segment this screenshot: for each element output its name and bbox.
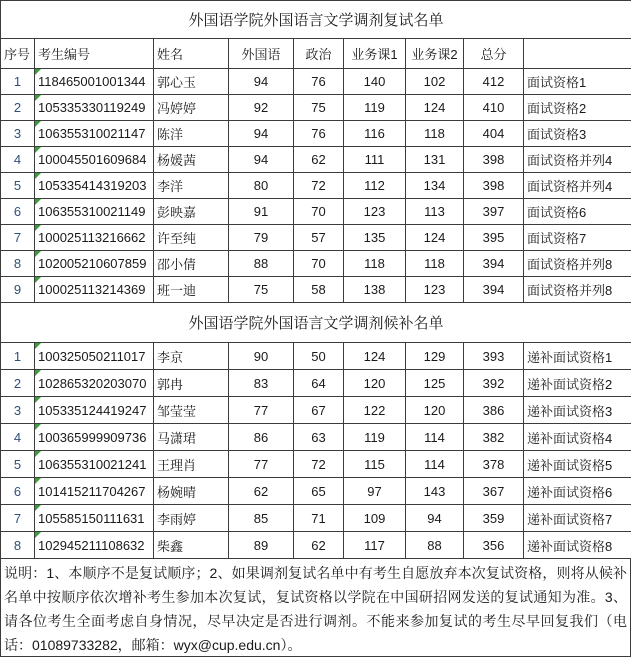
number-stored-as-text-indicator-icon — [35, 451, 41, 457]
table-row — [1, 451, 631, 478]
table-row — [1, 532, 631, 559]
cell-major-course2-score: 102 — [406, 69, 464, 95]
cell-major-course1-score: 116 — [344, 121, 406, 147]
cell-major-course2-score: 94 — [406, 505, 464, 532]
cell-major-course1-score: 140 — [344, 69, 406, 95]
cell-remark: 递补面试资格7 — [524, 505, 631, 532]
cell-remark: 面试资格6 — [524, 199, 631, 225]
cell-remark: 面试资格并列4 — [524, 173, 631, 199]
cell-foreign-language-score: 91 — [229, 199, 294, 225]
cell-politics-score: 67 — [294, 397, 344, 424]
cell-total-score: 393 — [464, 343, 524, 370]
cell-major-course1-score: 115 — [344, 451, 406, 478]
table-row — [1, 478, 631, 505]
cell-candidate-id: 106355310021241 — [35, 451, 154, 478]
cell-remark: 递补面试资格3 — [524, 397, 631, 424]
cell-remark: 面试资格并列8 — [524, 251, 631, 277]
cell-name: 班一迪 — [154, 277, 229, 303]
cell-foreign-language-score: 77 — [229, 451, 294, 478]
cell-total-score: 404 — [464, 121, 524, 147]
section2-title: 外国语学院外国语言文学调剂候补名单 — [1, 303, 631, 343]
cell-name: 郭冉 — [154, 370, 229, 397]
column-header-foreign-lang: 外国语 — [229, 39, 294, 69]
cell-candidate-id: 105585150111631 — [35, 505, 154, 532]
cell-candidate-id: 106355310021149 — [35, 199, 154, 225]
cell-foreign-language-score: 89 — [229, 532, 294, 559]
cell-foreign-language-score: 85 — [229, 505, 294, 532]
cell-major-course2-score: 124 — [406, 225, 464, 251]
table-row — [1, 424, 631, 451]
cell-politics-score: 63 — [294, 424, 344, 451]
cell-foreign-language-score: 94 — [229, 147, 294, 173]
cell-seq: 5 — [1, 173, 35, 199]
cell-foreign-language-score: 80 — [229, 173, 294, 199]
cell-politics-score: 62 — [294, 147, 344, 173]
cell-seq: 4 — [1, 147, 35, 173]
cell-major-course2-score: 131 — [406, 147, 464, 173]
cell-major-course1-score: 118 — [344, 251, 406, 277]
column-header-major-course1: 业务课1 — [344, 39, 406, 69]
cell-seq: 9 — [1, 277, 35, 303]
cell-major-course2-score: 88 — [406, 532, 464, 559]
cell-major-course1-score: 120 — [344, 370, 406, 397]
cell-foreign-language-score: 88 — [229, 251, 294, 277]
table-row — [1, 397, 631, 424]
column-header-name: 姓名 — [154, 39, 229, 69]
cell-candidate-id: 100325050211017 — [35, 343, 154, 370]
cell-candidate-id: 100045501609684 — [35, 147, 154, 173]
cell-seq: 2 — [1, 95, 35, 121]
cell-remark: 递补面试资格4 — [524, 424, 631, 451]
cell-total-score: 382 — [464, 424, 524, 451]
cell-candidate-id: 101415211704267 — [35, 478, 154, 505]
cell-total-score: 392 — [464, 370, 524, 397]
table-row — [1, 95, 631, 121]
cell-major-course1-score: 97 — [344, 478, 406, 505]
cell-politics-score: 76 — [294, 69, 344, 95]
table-row — [1, 121, 631, 147]
cell-remark: 递补面试资格6 — [524, 478, 631, 505]
cell-foreign-language-score: 62 — [229, 478, 294, 505]
cell-remark: 递补面试资格2 — [524, 370, 631, 397]
cell-name: 郭心玉 — [154, 69, 229, 95]
cell-candidate-id: 105335124419247 — [35, 397, 154, 424]
cell-candidate-id: 102945211108632 — [35, 532, 154, 559]
cell-foreign-language-score: 90 — [229, 343, 294, 370]
table-row — [1, 251, 631, 277]
cell-foreign-language-score: 77 — [229, 397, 294, 424]
cell-total-score: 394 — [464, 277, 524, 303]
cell-politics-score: 72 — [294, 173, 344, 199]
cell-major-course2-score: 125 — [406, 370, 464, 397]
cell-seq: 6 — [1, 199, 35, 225]
cell-total-score: 359 — [464, 505, 524, 532]
table-row — [1, 69, 631, 95]
cell-seq: 1 — [1, 69, 35, 95]
cell-remark: 面试资格2 — [524, 95, 631, 121]
cell-remark: 递补面试资格1 — [524, 343, 631, 370]
cell-remark: 面试资格1 — [524, 69, 631, 95]
cell-politics-score: 65 — [294, 478, 344, 505]
cell-major-course1-score: 123 — [344, 199, 406, 225]
column-header-candidate-id: 考生编号 — [35, 39, 154, 69]
cell-foreign-language-score: 75 — [229, 277, 294, 303]
number-stored-as-text-indicator-icon — [35, 370, 41, 376]
cell-seq: 5 — [1, 451, 35, 478]
cell-name: 杨媛茜 — [154, 147, 229, 173]
cell-major-course1-score: 138 — [344, 277, 406, 303]
cell-name: 冯婷婷 — [154, 95, 229, 121]
cell-name: 李雨婷 — [154, 505, 229, 532]
cell-major-course2-score: 114 — [406, 451, 464, 478]
cell-total-score: 398 — [464, 173, 524, 199]
cell-major-course1-score: 109 — [344, 505, 406, 532]
cell-politics-score: 71 — [294, 505, 344, 532]
cell-major-course2-score: 134 — [406, 173, 464, 199]
cell-seq: 8 — [1, 532, 35, 559]
cell-major-course2-score: 143 — [406, 478, 464, 505]
cell-name: 陈洋 — [154, 121, 229, 147]
cell-remark: 面试资格并列8 — [524, 277, 631, 303]
cell-major-course1-score: 124 — [344, 343, 406, 370]
cell-foreign-language-score: 83 — [229, 370, 294, 397]
cell-major-course1-score: 122 — [344, 397, 406, 424]
number-stored-as-text-indicator-icon — [35, 199, 41, 205]
table-row — [1, 303, 631, 343]
cell-candidate-id: 105335414319203 — [35, 173, 154, 199]
number-stored-as-text-indicator-icon — [35, 147, 41, 153]
number-stored-as-text-indicator-icon — [35, 121, 41, 127]
number-stored-as-text-indicator-icon — [35, 343, 41, 349]
cell-candidate-id: 105335330119249 — [35, 95, 154, 121]
cell-name: 王理肖 — [154, 451, 229, 478]
cell-total-score: 410 — [464, 95, 524, 121]
notes-text: 说明：1、本顺序不是复试顺序；2、如果调剂复试名单中有考生自愿放弃本次复试资格，则将从候补名单中按顺序依次增补考生参加本次复试，复试资格以学院在中国研招网发送的复试通知为准。3、请各位考生全面考虑自身情况，尽早决定是否进行调剂。不能来参加复试的考生尽早回复我们（电话：01089733282，邮箱：wyx@cup.edu.cn）。 — [0, 559, 631, 657]
cell-major-course2-score: 123 — [406, 277, 464, 303]
cell-seq: 3 — [1, 397, 35, 424]
cell-name: 李京 — [154, 343, 229, 370]
cell-remark: 面试资格3 — [524, 121, 631, 147]
cell-major-course1-score: 119 — [344, 95, 406, 121]
cell-seq: 6 — [1, 478, 35, 505]
cell-name: 马潇珺 — [154, 424, 229, 451]
cell-total-score: 395 — [464, 225, 524, 251]
table-row — [1, 505, 631, 532]
cell-total-score: 386 — [464, 397, 524, 424]
column-header-seq: 序号 — [1, 39, 35, 69]
cell-seq: 2 — [1, 370, 35, 397]
cell-seq: 7 — [1, 225, 35, 251]
cell-politics-score: 75 — [294, 95, 344, 121]
cell-major-course1-score: 112 — [344, 173, 406, 199]
cell-politics-score: 64 — [294, 370, 344, 397]
table-row — [1, 147, 631, 173]
cell-name: 许至纯 — [154, 225, 229, 251]
cell-major-course2-score: 118 — [406, 121, 464, 147]
cell-name: 李洋 — [154, 173, 229, 199]
cell-remark: 递补面试资格8 — [524, 532, 631, 559]
cell-seq: 4 — [1, 424, 35, 451]
column-header-politics: 政治 — [294, 39, 344, 69]
table-row — [1, 277, 631, 303]
number-stored-as-text-indicator-icon — [35, 532, 41, 538]
table-row — [1, 343, 631, 370]
cell-name: 柴鑫 — [154, 532, 229, 559]
cell-politics-score: 70 — [294, 251, 344, 277]
cell-candidate-id: 100025113216662 — [35, 225, 154, 251]
cell-candidate-id: 102005210607859 — [35, 251, 154, 277]
cell-candidate-id: 100025113214369 — [35, 277, 154, 303]
cell-seq: 3 — [1, 121, 35, 147]
cell-major-course1-score: 117 — [344, 532, 406, 559]
cell-candidate-id: 118465001001344 — [35, 69, 154, 95]
number-stored-as-text-indicator-icon — [35, 69, 41, 75]
cell-major-course1-score: 111 — [344, 147, 406, 173]
cell-major-course1-score: 119 — [344, 424, 406, 451]
column-header-total: 总分 — [464, 39, 524, 69]
cell-foreign-language-score: 94 — [229, 69, 294, 95]
cell-major-course2-score: 114 — [406, 424, 464, 451]
cell-major-course2-score: 113 — [406, 199, 464, 225]
table-row — [1, 225, 631, 251]
table-row — [1, 1, 631, 39]
cell-total-score: 378 — [464, 451, 524, 478]
cell-politics-score: 58 — [294, 277, 344, 303]
column-header-major-course2: 业务课2 — [406, 39, 464, 69]
cell-total-score: 397 — [464, 199, 524, 225]
cell-foreign-language-score: 86 — [229, 424, 294, 451]
table-row — [1, 370, 631, 397]
number-stored-as-text-indicator-icon — [35, 251, 41, 257]
cell-name: 邵小倩 — [154, 251, 229, 277]
cell-name: 邹莹莹 — [154, 397, 229, 424]
number-stored-as-text-indicator-icon — [35, 505, 41, 511]
cell-foreign-language-score: 92 — [229, 95, 294, 121]
cell-foreign-language-score: 94 — [229, 121, 294, 147]
cell-major-course2-score: 118 — [406, 251, 464, 277]
cell-total-score: 356 — [464, 532, 524, 559]
number-stored-as-text-indicator-icon — [35, 478, 41, 484]
number-stored-as-text-indicator-icon — [35, 173, 41, 179]
cell-major-course2-score: 124 — [406, 95, 464, 121]
section1-title: 外国语学院外国语言文学调剂复试名单 — [1, 1, 631, 39]
number-stored-as-text-indicator-icon — [35, 277, 41, 283]
cell-total-score: 367 — [464, 478, 524, 505]
cell-seq: 1 — [1, 343, 35, 370]
cell-seq: 8 — [1, 251, 35, 277]
number-stored-as-text-indicator-icon — [35, 225, 41, 231]
table-row — [1, 199, 631, 225]
table-row — [1, 173, 631, 199]
cell-major-course1-score: 135 — [344, 225, 406, 251]
cell-total-score: 394 — [464, 251, 524, 277]
cell-name: 杨婉晴 — [154, 478, 229, 505]
number-stored-as-text-indicator-icon — [35, 397, 41, 403]
header-row — [1, 39, 631, 69]
cell-politics-score: 50 — [294, 343, 344, 370]
cell-candidate-id: 102865320203070 — [35, 370, 154, 397]
number-stored-as-text-indicator-icon — [35, 424, 41, 430]
cell-candidate-id: 100365999909736 — [35, 424, 154, 451]
cell-politics-score: 70 — [294, 199, 344, 225]
cell-seq: 7 — [1, 505, 35, 532]
cell-politics-score: 72 — [294, 451, 344, 478]
cell-politics-score: 62 — [294, 532, 344, 559]
cell-total-score: 412 — [464, 69, 524, 95]
cell-remark: 面试资格并列4 — [524, 147, 631, 173]
number-stored-as-text-indicator-icon — [35, 95, 41, 101]
cell-total-score: 398 — [464, 147, 524, 173]
cell-remark: 面试资格7 — [524, 225, 631, 251]
cell-politics-score: 57 — [294, 225, 344, 251]
cell-name: 彭映嘉 — [154, 199, 229, 225]
column-header-remark — [524, 39, 631, 69]
cell-remark: 递补面试资格5 — [524, 451, 631, 478]
cell-major-course2-score: 120 — [406, 397, 464, 424]
cell-major-course2-score: 129 — [406, 343, 464, 370]
cell-politics-score: 76 — [294, 121, 344, 147]
cell-foreign-language-score: 79 — [229, 225, 294, 251]
cell-candidate-id: 106355310021147 — [35, 121, 154, 147]
